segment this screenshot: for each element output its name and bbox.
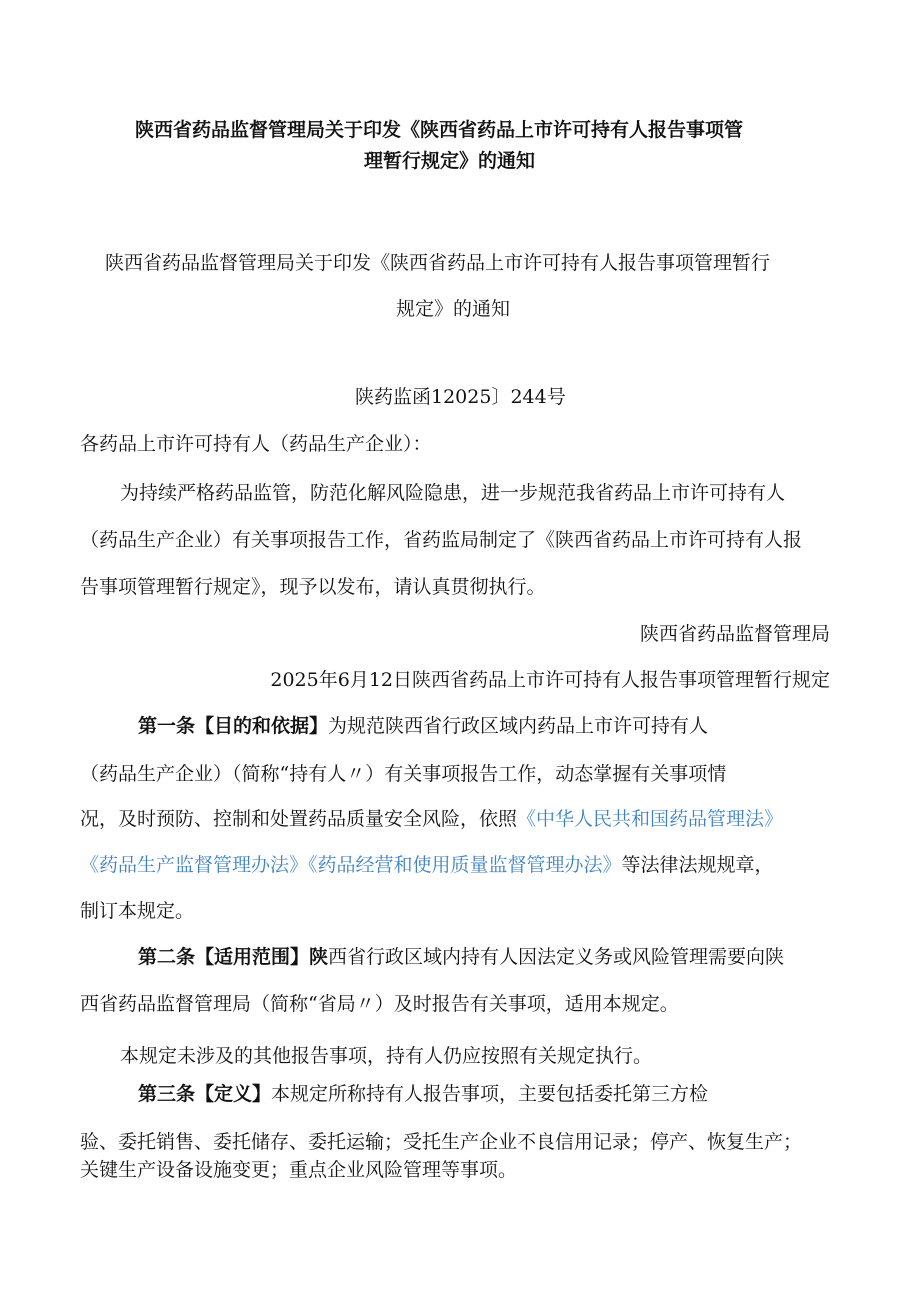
article-1-line-1 (138, 713, 708, 739)
article-1-text: 为规范陕西省行政区域内药品上市许可持有人 (328, 715, 709, 737)
date-line: 2025年6月12日陕西省药品上市许可持有人报告事项管理暂行规定 (270, 669, 830, 691)
document-title-line-1: 陕西省药品监督管理局关于印发《陕西省药品上市许可持有人报告事项管 (135, 119, 744, 141)
signature: 陕西省药品监督管理局 (639, 623, 830, 645)
article-2-line-3: 本规定未涉及的其他报告事项，持有人仍应按照有关规定执行。 (120, 1045, 653, 1067)
document-title-line-2: 理暂行规定》的通知 (364, 150, 536, 172)
subtitle-line-2: 规定》的通知 (396, 298, 511, 320)
article-1-line-4 (80, 852, 774, 878)
intro-line-1: 为持续严格药品监管，防范化解风险隐患，进一步规范我省药品上市许可持有人 (120, 482, 786, 504)
document-number: 陕药监函12025〕244号 (355, 386, 566, 408)
article-1-line-4-text: 等法律法规规章， (621, 854, 774, 876)
article-1-heading: 第一条【目的和依据】 (138, 715, 329, 737)
article-3-line-2: 验、委托销售、委托储存、委托运输；受托生产企业不良信用记录；停产、恢复生产； (80, 1131, 803, 1153)
article-1-line-3-text: 况，及时预防、控制和处置药品质量安全风险，依照 (80, 808, 518, 830)
article-3-line-3: 关键生产设备设施变更；重点企业风险管理等事项。 (80, 1159, 518, 1181)
article-2-line-1 (138, 944, 784, 970)
article-1-line-3 (80, 806, 783, 832)
article-3-text: 本规定所称持有人报告事项，主要包括委托第三方检 (271, 1083, 709, 1105)
drug-operation-quality-supervision-link[interactable]: 《药品经营和使用质量监督管理办法》 (308, 854, 622, 876)
addressee: 各药品上市许可持有人（药品生产企业）： (80, 433, 432, 455)
intro-line-3: 告事项管理暂行规定》，现予以发布，请认真贯彻执行。 (80, 576, 546, 598)
article-2-line-2: 西省药品监督管理局（简称“省局〃）及时报告有关事项，适用本规定。 (80, 993, 679, 1015)
intro-line-2: （药品生产企业）有关事项报告工作，省药监局制定了《陕西省药品上市许可持有人报 (80, 529, 803, 551)
article-3-heading: 第三条【定义】 (138, 1083, 272, 1105)
article-1-line-5: 制订本规定。 (80, 900, 195, 922)
article-3-line-1 (138, 1081, 708, 1107)
article-2-text: 西省行政区域内持有人因法定义务或风险管理需要向陕 (328, 946, 785, 968)
drug-production-supervision-link[interactable]: 《药品生产监督管理办法》 (80, 854, 309, 876)
drug-administration-law-link[interactable]: 《中华人民共和国药品管理法》 (517, 808, 784, 830)
article-1-line-2: （药品生产企业）（简称“持有人〃）有关事项报告工作，动态掌握有关事项情 (80, 763, 727, 785)
article-2-heading: 第二条【适用范围】陕 (138, 946, 329, 968)
subtitle-line-1: 陕西省药品监督管理局关于印发《陕西省药品上市许可持有人报告事项管理暂行 (105, 252, 771, 274)
